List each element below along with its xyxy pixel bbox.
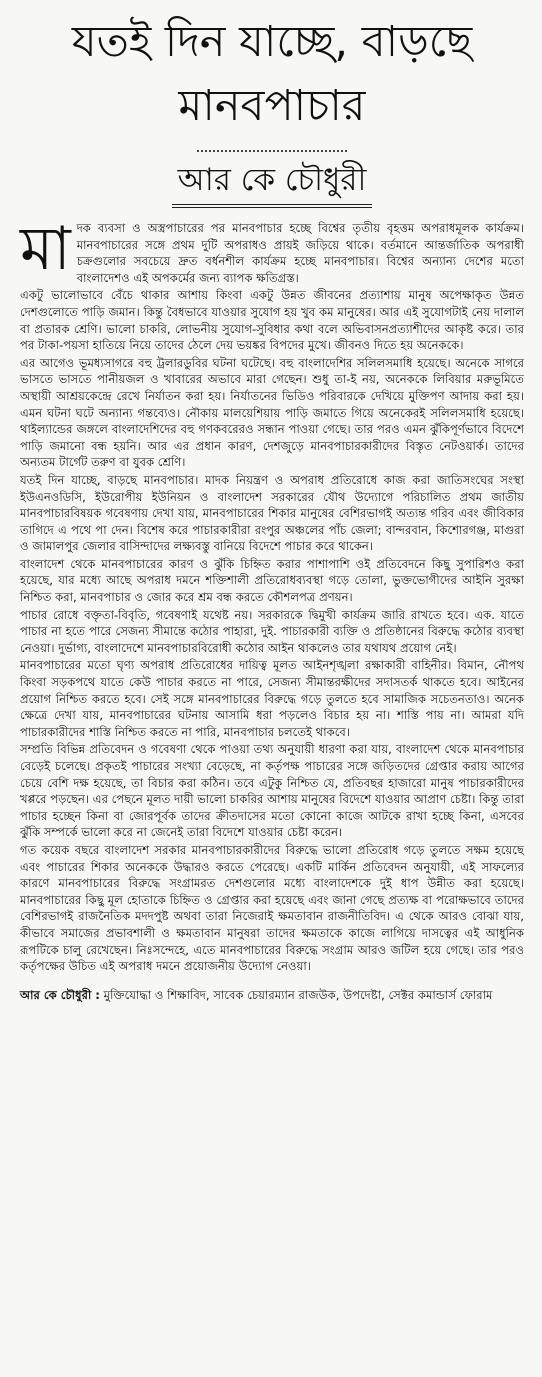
drop-cap: মা — [20, 214, 71, 284]
paragraph-1-text: দক ব্যবসা ও অস্ত্রপাচারের পর মানবপাচার হচ্ছে বিশ্বের তৃতীয় বৃহত্তম অপরাধমূলক কার্যক্রম। মানবপাচারের সঙ্গে প্রথম দুটি অপরাধও প্রায়ই জড়িয়ে থাকে। বর্তমানে আন্তর্জাতিক অপরাধী চক্রগুলোর সবচেয়ে দ্রুত বর্ধনশীল কার্যক্রম হচ্ছে মানবপাচার। বিশ্বের অন্যান্য দেশের মতো বাংলাদেশও এই অপকর্মের জন্য ব্যাপক ক্ষতিগ্রস্ত। — [76, 221, 524, 285]
byline: আর কে চৌধুরী — [177, 162, 367, 198]
paragraph-9: গত কয়েক বছরে বাংলাদেশ সরকার মানবপাচারকারীদের বিরুদ্ধে ভালো প্রতিরোধ গড়ে তুলতে সক্ষম হয়েছে এবং পাচারের শিকার অনেককে উদ্ধারও করতে পেরেছে। একটি মার্কিন প্রতিবেদন অনুযায়ী, এই সাফল্যের কারণে মানবপাচারের বিরুদ্ধে সংগ্রামরত দেশগুলোর মধ্যে বাংলাদেশকে দুই ধাপ উন্নীত করা হয়েছে। মানবপাচারের কিছু মূল হোতাকে চিহ্নিত ও গ্রেপ্তার করা হয়েছে এবং জানা গেছে প্রত্যক্ষ বা পরোক্ষভাবে তাদের বেশিরভাগই রাজনৈতিক মদদপুষ্ট অথবা তারা নিজেরাই ক্ষমতাবান রাজনীতিবিদ। এ থেকে আরও বোঝা যায়, কীভাবে সমাজের প্রভাবশালী ও ক্ষমতাবান মানুষরা তাদের ক্ষমতাকে কাজে লাগিয়ে দাসত্বের এই আধুনিক রূপটিকে চালু রেখেছেন। নিঃসন্দেহে, এতে মানবপাচারের বিরুদ্ধে সংগ্রাম আরও জটিল হয়ে গেছে। তার পরও কর্তৃপক্ষের উচিত এই অপরাধ দমনে প্রয়োজনীয় উদ্যোগ নেওয়া। — [20, 842, 524, 974]
paragraph-4: যতই দিন যাচ্ছে, বাড়ছে মানবপাচার। মাদক নিয়ন্ত্রণ ও অপরাধ প্রতিরোধে কাজ করা জাতিসংঘের সংস্থা ইউএনওডিসি, ইউরোপীয় ইউনিয়ন ও বাংলাদেশ সরকারের যৌথ উদ্যোগে পরিচালিত প্রথম জাতীয় মানবপাচারবিষয়ক গবেষণায় দেখা যায়, মানবপাচারের শিকার মানুষের বেশিরভাগই অত্যন্ত গরিব এবং জীবিকার তাগিদে এ পথে পা দেন। বিশেষ করে পাচারকারীরা রংপুর অঞ্চলের পাঁচ জেলা; বান্দরবান, কিশোরগঞ্জ, মাগুরা ও জামালপুর জেলার বাসিন্দাদের লক্ষ্যবস্তু বানিয়ে বিদেশে পাচার করে থাকেন। — [20, 472, 524, 554]
author-note — [20, 987, 524, 1004]
paragraph-6: পাচার রোধে বক্তৃতা-বিবৃতি, গবেষণাই যথেষ্ট নয়। সরকারকে দ্বিমুখী কার্যক্রম জারি রাখতে হবে। এক. যাতে পাচার না হতে পারে সেজন্য সীমান্তে কঠোর পাহারা, দুই. পাচারকারী ব্যক্তি ও প্রতিষ্ঠানের বিরুদ্ধে কঠোর ব্যবস্থা নেওয়া। দুর্ভাগ্য, বাংলাদেশে মানবপাচারবিরোধী কঠোর আইন থাকলেও তার যথাযথ প্রয়োগ নেই। — [20, 607, 524, 655]
headline-line-1: যতই দিন যাচ্ছে, বাড়ছে — [71, 17, 473, 67]
paragraph-8: সম্প্রতি বিভিন্ন প্রতিবেদন ও গবেষণা থেকে পাওয়া তথ্য অনুযায়ী ধারণা করা যায়, বাংলাদেশ থেকে মানবপাচার বেড়েই চলেছে। প্রকৃতই পাচারের সংখ্যা বেড়েছে, না কর্তৃপক্ষ পাচারের সঙ্গে জড়িতদের গ্রেপ্তার করায় আগের চেয়ে বেশি দক্ষ হয়েছে, তা বিচার করা কঠিন। তবে এটুকু নিশ্চিত যে, প্রতিবছর হাজারো মানুষ পাচারকারীদের খপ্পরে পড়ছেন। এর পেছনে মূলত দায়ী ভালো চাকরির আশায় মানুষের বিদেশে যাওয়ার আপ্রাণ চেষ্টা। কিন্তু তারা পাচার হচ্ছেন কিনা বা জোরপূর্বক তাদের ক্রীতদাসের মতো কোনো কাজে আটকে রাখা হচ্ছে কিনা, এসবের ঝুঁকি সম্পর্কে ভালো করে না জেনেই তারা বিদেশে যাওয়ার চেষ্টা করেন। — [20, 742, 524, 840]
author-name: আর কে চৌধুরী : — [20, 987, 100, 1002]
headline-line-2: মানবপাচার — [178, 81, 366, 131]
article-body — [20, 214, 524, 975]
dotted-divider — [197, 150, 347, 152]
double-divider — [172, 204, 372, 208]
paragraph-2: একটু ভালোভাবে বেঁচে থাকার আশায় কিংবা একটু উন্নত জীবনের প্রত্যাশায় মানুষ অপেক্ষাকৃত উন্নত দেশগুলোতে পাড়ি জমান। কিন্তু বৈধভাবে যাওয়ার সুযোগ হয় খুব কম মানুষের। আর এই সুযোগটাই নেয় দালাল বা প্রতারক শ্রেণি। ভালো চাকরি, লোভনীয় সুযোগ-সুবিধার কথা বলে অভিবাসনপ্রত্যাশীদের আকৃষ্ট করে। তার পর টাকা-পয়সা হাতিয়ে নিয়ে তাদের ঠেলে দেয় ভয়ঙ্কর বিপদের মুখে। জীবনও দিতে হয় অনেককে। — [20, 288, 524, 353]
paragraph-5: বাংলাদেশ থেকে মানবপাচারের কারণ ও ঝুঁকি চিহ্নিত করার পাশাপাশি ওই প্রতিবেদনে কিছু সুপারিশও করা হয়েছে, যার মধ্যে আছে অপরাধ দমনে শক্তিশালী প্রতিরোধব্যবস্থা গড়ে তোলা, ভুক্তভোগীদের আইনি সুরক্ষা নিশ্চিত করা, মানবপাচার ও জোর করে শ্রম বন্ধ করতে কৌশলপত্র প্রণয়ন। — [20, 556, 524, 605]
paragraph-1 — [20, 214, 524, 286]
paragraph-3: এর আগেও ভূমধ্যসাগরে বহু ট্রলারডুবির ঘটনা ঘটেছে। বহু বাংলাদেশির সলিলসমাধি হয়েছে। অনেকে সাগরে ভাসতে ভাসতে পানীয়জল ও খাবারের অভাবে মারা গেছেন। শুধু তা-ই নয়, অনেককে লিবিয়ার মরুভূমিতে অস্থায়ী আশ্রয়কেন্দ্রে রেখে নির্যাতন করা হয়। নির্যাতনের ভিডিও পরিবারকে দেখিয়ে মুক্তিপণ আদায় করা হয়। এমন ঘটনা ঘটে অন্যান্য গন্তব্যেও। নৌকায় মালয়েশিয়ায় পাড়ি জমাতে গিয়ে অনেকেরই সলিলসমাধি হয়েছে। থাইল্যান্ডের জঙ্গলে বাংলাদেশিদের বহু গণকবরেরও সন্ধান পাওয়া গেছে। তার পরও এমন ঝুঁকিপূর্ণভাবে বিদেশে পাড়ি জমানো বন্ধ হয়নি। আর এর প্রধান কারণ, দেশজুড়ে মানবপাচারকারীদের বিস্তৃত নেটওয়ার্ক। তাদের অন্যতম টার্গেট তরুণ বা যুবক শ্রেণি। — [20, 355, 524, 470]
author-bio: মুক্তিযোদ্ধা ও শিক্ষাবিদ, সাবেক চেয়ারম্যান রাজউক, উপদেষ্টা, সেক্টর কমান্ডার্স ফোরাম — [103, 987, 493, 1002]
headline — [20, 10, 524, 138]
paragraph-7: মানবপাচারের মতো ঘৃণ্য অপরাধ প্রতিরোধের দায়িত্ব মূলত আইনশৃঙ্খলা রক্ষাকারী বাহিনীর। বিমান, নৌপথ কিংবা সড়কপথে যাতে কেউ পাচার করতে না পারে, সেজন্য সীমান্তরক্ষীদের সদাসতর্ক থাকতে হবে। আইনের প্রয়োগ নিশ্চিত করতে হবে। সেই সঙ্গে মানবপাচারের বিরুদ্ধে গড়ে তুলতে হবে সামাজিক সচেতনতাও। অনেক ক্ষেত্রে দেখা যায়, মানবপাচারের ঘটনায় আসামি ধরা পড়লেও বিচার হয় না। শাস্তি পায় না। আমরা যদি পাচারকারীদের শাস্তি নিশ্চিত করতে না পারি, মানবপাচার চলতেই থাকবে। — [20, 658, 524, 739]
